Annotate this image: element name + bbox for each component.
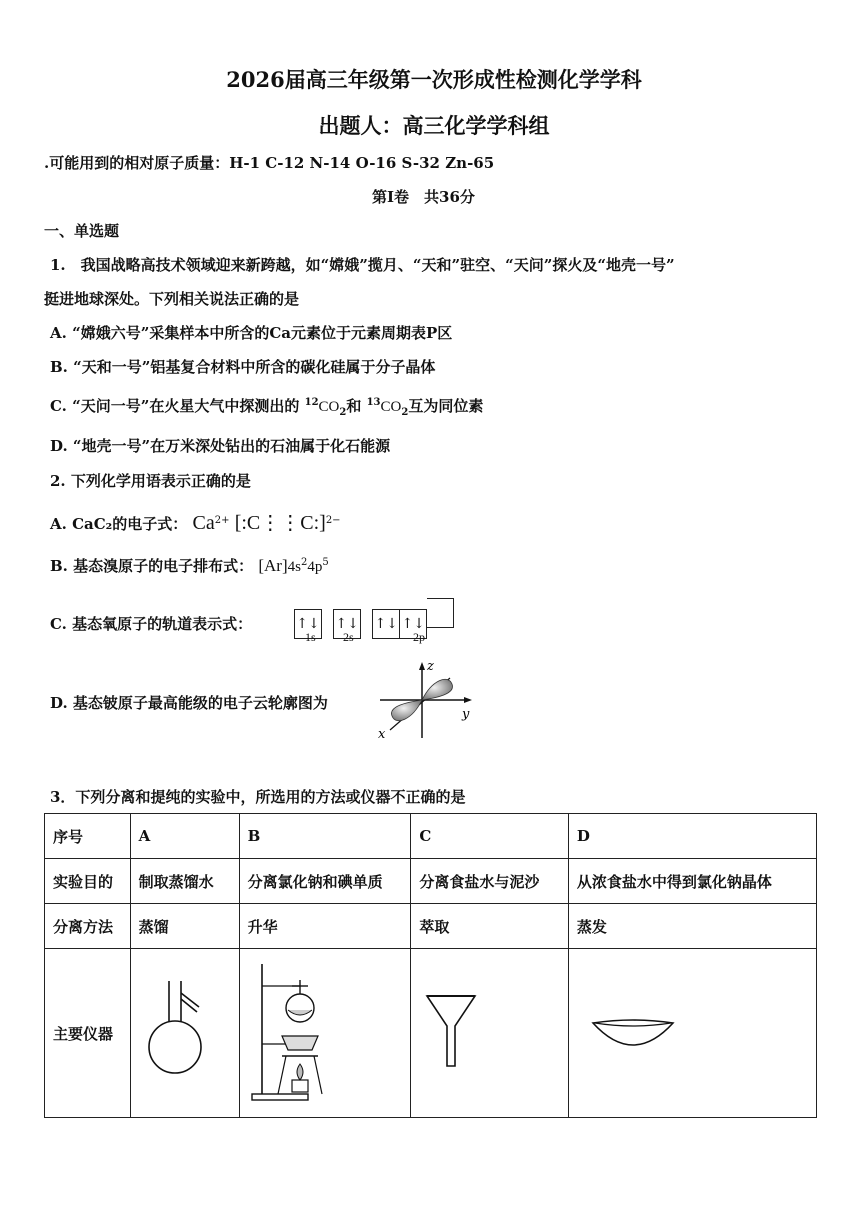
- q2-option-d-label: D. 基态铍原子最高能级的电子云轮廓图为: [50, 694, 328, 712]
- orbital-label-2p: 2p: [413, 630, 425, 644]
- table-cell: D: [568, 814, 816, 859]
- q1-option-a: A. “嫦娥六号”采集样本中所含的Ca元素位于元素周期表P区: [50, 324, 453, 342]
- exam-title: 2026届高三年级第一次形成性检测化学学科: [226, 67, 642, 92]
- table-row: [45, 814, 817, 859]
- table-cell: B: [239, 814, 411, 859]
- table-cell: 蒸发: [568, 904, 816, 949]
- axis-z-label: z: [427, 659, 434, 674]
- table-row: [45, 904, 817, 949]
- isotope-mass-13: 13: [366, 397, 381, 408]
- table-cell: 升华: [239, 904, 411, 949]
- br-4s: 4s: [287, 559, 301, 575]
- table-cell: 分离方法: [45, 904, 131, 949]
- table-cell: 蒸馏: [130, 904, 239, 949]
- table-cell: [130, 949, 239, 1118]
- br-4p-exp: 5: [322, 557, 329, 568]
- table-cell: [411, 949, 569, 1118]
- q2-option-c-label: C. 基态氧原子的轨道表示式：: [50, 615, 253, 633]
- table-cell: 分离食盐水与泥沙: [411, 859, 569, 904]
- br-4s-exp: 2: [300, 557, 308, 568]
- table-cell: 萃取: [411, 904, 569, 949]
- orbital-1s: ↑↓: [294, 609, 322, 639]
- q2-stem: 2. 下列化学用语表示正确的是: [50, 472, 251, 490]
- q1-stem-line1: 1. 我国战略高技术领域迎来新跨越，如“嫦娥”揽月、“天和”驻空、“天问”探火及“地壳一号”: [50, 256, 675, 274]
- table-cell: [239, 949, 411, 1118]
- q1-option-c: [50, 395, 483, 418]
- q1-option-b: B. “天和一号”铝基复合材料中所含的碳化硅属于分子晶体: [50, 358, 436, 376]
- orbital-label-2s: 2s: [343, 630, 354, 644]
- q2-option-b-label: B. 基态溴原子的电子排布式：: [50, 557, 254, 575]
- orbital-label-1s: 1s: [305, 630, 316, 644]
- table-cell: A: [130, 814, 239, 859]
- cac2-anion-charge: 2−: [325, 515, 341, 526]
- co2-formula: CO: [318, 399, 340, 415]
- axis-y-label: y: [462, 707, 470, 722]
- q2-option-a-label: A. CaC₂的电子式：: [50, 515, 188, 533]
- cac2-ca: Ca: [192, 512, 215, 534]
- cac2-anion: [:C⋮⋮C:]: [234, 512, 326, 534]
- q2-option-b: [50, 555, 329, 576]
- axis-x-label: x: [378, 727, 386, 742]
- table-cell: 实验目的: [45, 859, 131, 904]
- br-4p: 4p: [307, 559, 323, 575]
- br-core: [Ar]: [258, 556, 288, 575]
- orbital-2p-2: ↑↓: [400, 609, 427, 639]
- co2-subscript: 2: [339, 407, 347, 418]
- flask-icon: [139, 971, 231, 1091]
- q1-option-d: D. “地壳一号”在万米深处钻出的石油属于化石能源: [50, 437, 391, 455]
- q1-option-c-and: 和: [346, 397, 367, 415]
- isotope-mass-12: 12: [304, 397, 319, 408]
- orbital-2p-3: [427, 598, 454, 628]
- q1-stem-line2: 挺进地球深处。下列相关说法正确的是: [44, 290, 300, 308]
- table-cell: 从浓食盐水中得到氯化钠晶体: [568, 859, 816, 904]
- co2-subscript-2: 2: [401, 407, 409, 418]
- table-cell: C: [411, 814, 569, 859]
- table-row: [45, 859, 817, 904]
- q3-stem: 3．下列分离和提纯的实验中，所选用的方法或仪器不正确的是: [50, 788, 466, 806]
- q1-option-c-pre: C. “天问一号”在火星大气中探测出的: [50, 397, 305, 415]
- p-orbital-icon: [370, 658, 480, 743]
- q2-option-a: [50, 510, 341, 535]
- table-cell: 主要仪器: [45, 949, 131, 1118]
- funnel-icon: [419, 986, 489, 1076]
- co2-formula-2: CO: [380, 399, 402, 415]
- cac2-ca-charge: 2+: [214, 515, 230, 526]
- orbital-2p-1: ↑↓: [372, 609, 400, 639]
- exam-author: 出题人：高三化学学科组: [318, 113, 550, 138]
- atomic-masses: .可能用到的相对原子质量：H-1 C-12 N-14 O-16 S-32 Zn-65: [44, 154, 495, 172]
- section-title: 第I卷 共36分: [372, 188, 475, 206]
- table-cell: [568, 949, 816, 1118]
- table-row: [45, 949, 817, 1118]
- sublimation-setup-icon: [248, 956, 368, 1106]
- table-cell: 序号: [45, 814, 131, 859]
- q3-table: [44, 813, 817, 1118]
- orbital-2s: ↑↓: [333, 609, 361, 639]
- part-heading: 一、单选题: [44, 222, 120, 240]
- evaporating-dish-icon: [589, 1011, 679, 1051]
- orbital-diagram: [294, 598, 454, 639]
- table-cell: 分离氯化钠和碘单质: [239, 859, 411, 904]
- table-cell: 制取蒸馏水: [130, 859, 239, 904]
- q1-option-c-post: 互为同位素: [408, 397, 484, 415]
